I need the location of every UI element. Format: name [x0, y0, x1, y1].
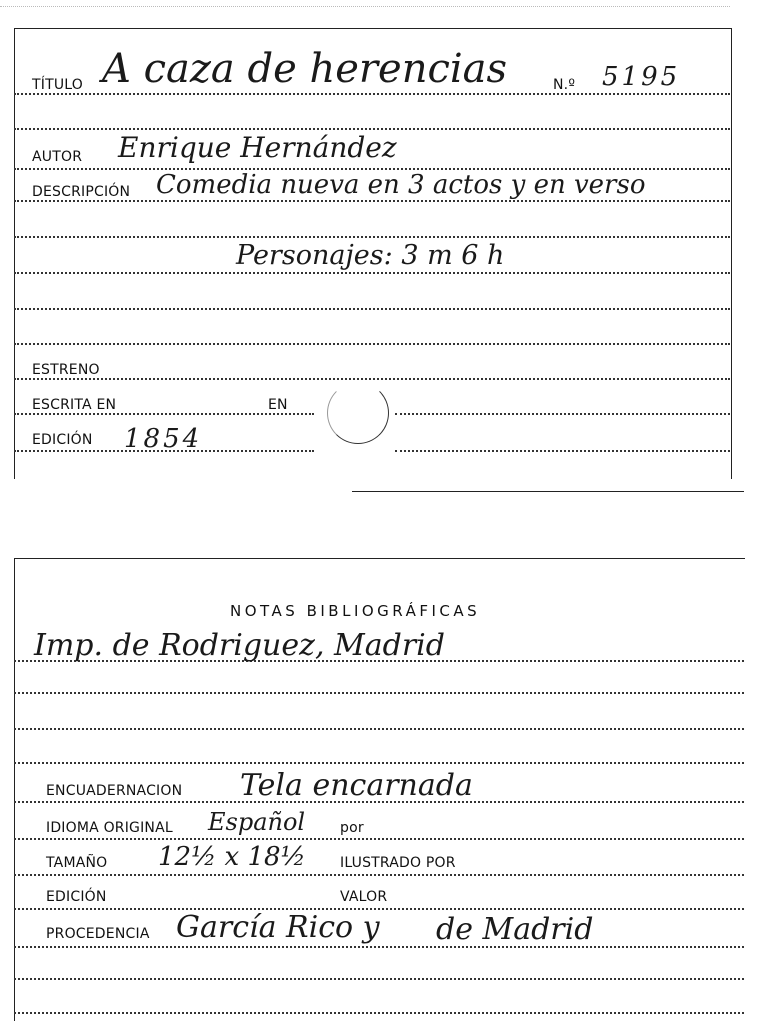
dotted-line [14, 272, 730, 274]
edicion-label-bottom: EDICIÓN [46, 889, 107, 905]
por-label: por [340, 820, 364, 836]
edicion-value: 1854 [124, 424, 203, 454]
dotted-line [14, 236, 730, 238]
procedencia-label: PROCEDENCIA [46, 926, 150, 942]
procedencia-value-2: de Madrid [436, 912, 594, 947]
numero-value: 5195 [602, 62, 681, 92]
punch-hole [327, 382, 389, 444]
edicion-label: EDICIÓN [32, 432, 93, 448]
autor-label: AUTOR [32, 149, 83, 165]
card-edge-line [352, 491, 744, 492]
dotted-line [14, 308, 730, 310]
dotted-line [14, 874, 744, 876]
idioma-label: IDIOMA ORIGINAL [46, 820, 173, 836]
dotted-line [14, 838, 744, 840]
estreno-label: ESTRENO [32, 362, 100, 378]
descripcion-label: DESCRIPCIÓN [32, 184, 131, 200]
dotted-line [14, 200, 730, 202]
dotted-line [14, 978, 744, 980]
top-edge-dots [0, 6, 730, 7]
tamano-value: 12½ x 18½ [158, 842, 306, 872]
notas-header: NOTAS BIBLIOGRÁFICAS [230, 602, 481, 620]
encuadernacion-label: ENCUADERNACION [46, 783, 183, 799]
en-label: EN [268, 397, 288, 413]
descripcion-value: Comedia nueva en 3 actos y en verso [156, 170, 646, 200]
titulo-label: TÍTULO [32, 77, 83, 93]
autor-value: Enrique Hernández [118, 131, 397, 164]
dotted-line [14, 378, 730, 380]
numero-label: N.º [553, 77, 576, 93]
tamano-label: TAMAÑO [46, 855, 108, 871]
valor-label: VALOR [340, 889, 388, 905]
idioma-value: Español [208, 808, 306, 836]
dotted-line [14, 728, 744, 730]
dotted-line [14, 692, 744, 694]
procedencia-value-1: García Rico y [176, 910, 380, 945]
ilustrado-label: ILUSTRADO POR [340, 855, 456, 871]
titulo-value: A caza de herencias [102, 46, 508, 92]
escrita-en-label: ESCRITA EN [32, 397, 117, 413]
notas-value: Imp. de Rodriguez, Madrid [34, 628, 445, 663]
dotted-line [14, 128, 730, 130]
dotted-line [14, 343, 730, 345]
dotted-line [14, 413, 314, 415]
dotted-line [14, 1012, 744, 1014]
dotted-line [14, 93, 730, 95]
encuadernacion-value: Tela encarnada [240, 768, 473, 803]
personajes-value: Personajes: 3 m 6 h [236, 240, 505, 271]
dotted-line [14, 946, 744, 948]
dotted-line [395, 450, 730, 452]
dotted-line [14, 762, 744, 764]
dotted-line [395, 413, 730, 415]
